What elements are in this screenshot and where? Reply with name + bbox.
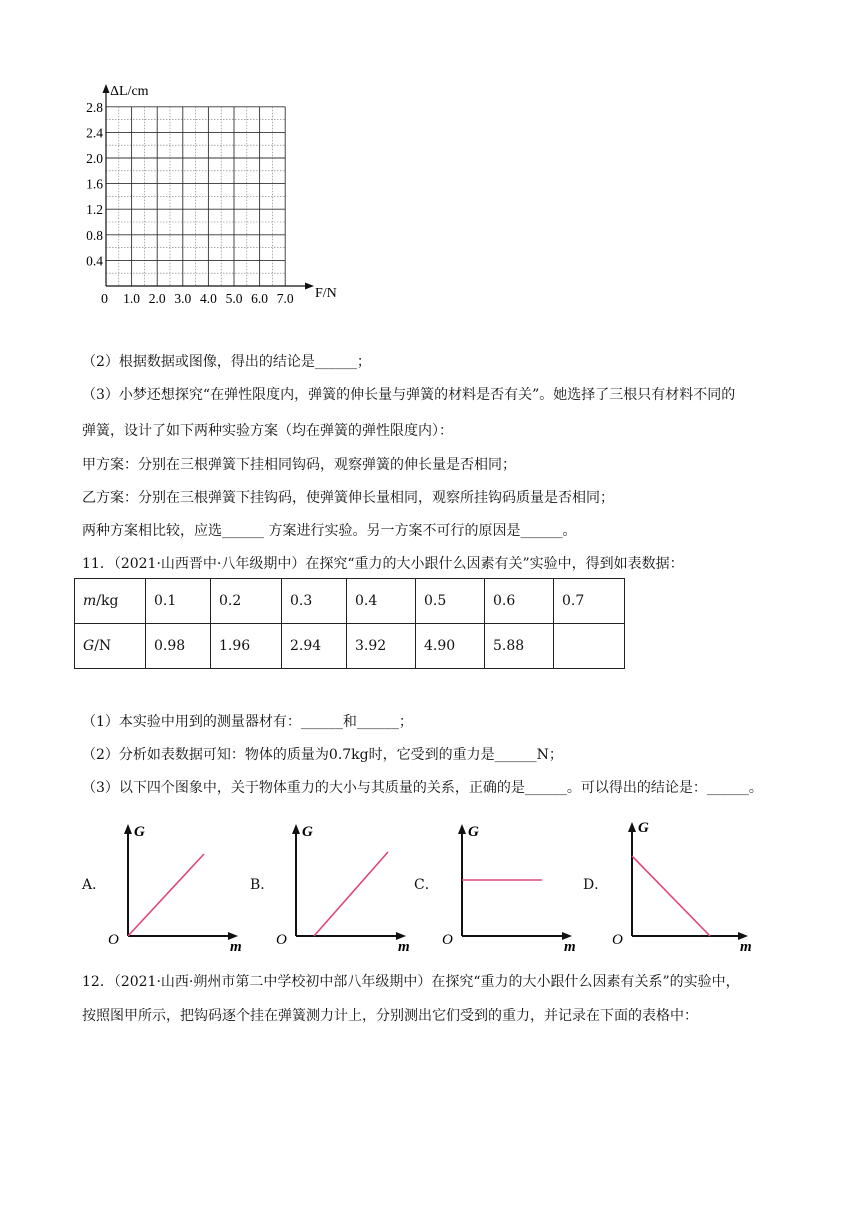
- table-row-weight: [75, 624, 625, 669]
- table-cell: 0.6: [485, 579, 554, 624]
- choice-c-label: C．: [414, 877, 439, 893]
- table-head-mass: m/kg: [75, 579, 146, 624]
- x-tick-label: 1.0: [123, 291, 141, 306]
- grid-lines: [106, 107, 285, 286]
- table-head-weight: G/N: [75, 624, 146, 669]
- stretch-force-grid: [80, 78, 360, 310]
- table-cell: 0.7: [554, 579, 625, 624]
- grid-svg: [80, 78, 360, 310]
- table-cell: 0.98: [146, 624, 211, 669]
- table-row-mass: [75, 579, 625, 624]
- x-tick-label: 4.0: [199, 291, 217, 306]
- x-tick-label: 6.0: [251, 291, 269, 306]
- table-cell: 0.3: [282, 579, 347, 624]
- graph-line: [128, 854, 204, 936]
- table-cell: 1.96: [211, 624, 282, 669]
- origin-label: O: [612, 932, 623, 948]
- axis-y-label: G: [134, 824, 145, 840]
- origin-label: O: [108, 932, 119, 948]
- axis-y-label: G: [638, 820, 649, 836]
- table-cell: 0.5: [416, 579, 485, 624]
- table-cell: 3.92: [347, 624, 416, 669]
- table-cell: 0.4: [347, 579, 416, 624]
- y-tick-label: 2.0: [86, 151, 103, 166]
- choice-a-graph: [108, 818, 248, 954]
- x-tick-label: 3.0: [174, 291, 192, 306]
- choice-b-graph: [276, 818, 416, 954]
- q10-part2: （2）根据数据或图像，得出的结论是______；: [82, 354, 371, 370]
- axis-x-label: m: [230, 939, 242, 954]
- origin-label: O: [276, 932, 287, 948]
- arrow-y: [292, 824, 300, 834]
- arrow-y: [124, 824, 132, 834]
- choice-c-graph: [442, 818, 582, 954]
- q10-compare: 两种方案相比较，应选______ 方案进行实验。另一方案不可行的原因是______。: [82, 523, 577, 539]
- table-cell: 0.1: [146, 579, 211, 624]
- q11-stem: 11．（2021·山西晋中·八年级期中）在探究“重力的大小跟什么因素有关”实验中，得到如表数据：: [82, 556, 684, 572]
- x-axis-label: F/N: [315, 286, 337, 301]
- q11-data-table: [74, 578, 625, 669]
- x-tick-labels: [123, 291, 294, 306]
- q10-part3-line1: （3）小梦还想探究“在弹性限度内，弹簧的伸长量与弹簧的材料是否有关”。她选择了三根只有材料不同的: [82, 387, 736, 403]
- q11-part1: （1）本实验中用到的测量器材有：______和______；: [82, 714, 413, 730]
- y-tick-label: 2.4: [86, 125, 103, 141]
- choice-b-label: B．: [250, 877, 275, 893]
- choice-d-label: D．: [583, 877, 609, 893]
- x-tick-label: 5.0: [225, 291, 243, 306]
- q12-stem-line1: 12．（2021·山西·朔州市第二中学校初中部八年级期中）在探究“重力的大小跟什么因素有关系”的实验中，: [82, 974, 740, 990]
- choice-d-graph: [612, 812, 760, 954]
- arrow-y: [458, 824, 466, 834]
- table-cell: 4.90: [416, 624, 485, 669]
- y-tick-label: 1.6: [86, 176, 103, 192]
- y-axis-arrow: [103, 84, 110, 93]
- y-tick-label: 1.2: [86, 202, 103, 218]
- axis-x-label: m: [398, 939, 410, 954]
- x-tick-label: 7.0: [276, 291, 294, 306]
- q11-part3: （3）以下四个图象中，关于物体重力的大小与其质量的关系，正确的是______。可以得出的结论是：______。: [82, 780, 763, 796]
- choice-a-label: A．: [82, 877, 107, 893]
- q11-part2: （2）分析如表数据可知：物体的质量为0.7kg时，它受到的重力是______N；: [82, 747, 563, 763]
- axis-y-label: G: [302, 824, 313, 840]
- arrow-y: [628, 822, 636, 832]
- y-tick-label: 0.4: [86, 253, 103, 269]
- q10-plan-a: 甲方案：分别在三根弹簧下挂相同钩码，观察弹簧的伸长量是否相同；: [82, 457, 516, 473]
- table-cell: 5.88: [485, 624, 554, 669]
- y-axis-label: ΔL/cm: [110, 84, 149, 99]
- origin-label: 0: [101, 292, 108, 307]
- axis-x-label: m: [564, 939, 576, 954]
- x-axis-arrow: [305, 283, 314, 290]
- graph-line: [314, 852, 388, 936]
- y-tick-label: 2.8: [86, 99, 103, 115]
- x-tick-label: 2.0: [148, 291, 166, 306]
- axis-y-label: G: [468, 824, 479, 840]
- table-cell: [554, 624, 625, 669]
- q10-part3-line2: 弹簧，设计了如下两种实验方案（均在弹簧的弹性限度内）：: [82, 423, 453, 439]
- q10-plan-b: 乙方案：分别在三根弹簧下挂钩码，使弹簧伸长量相同，观察所挂钩码质量是否相同；: [82, 490, 614, 506]
- q12-stem-line2: 按照图甲所示，把钩码逐个挂在弹簧测力计上，分别测出它们受到的重力，并记录在下面的表格中：: [82, 1008, 698, 1024]
- axis-x-label: m: [740, 939, 752, 954]
- graph-line: [632, 856, 710, 936]
- y-tick-label: 0.8: [86, 227, 103, 243]
- origin-label: O: [442, 932, 453, 948]
- y-tick-labels: [86, 100, 103, 269]
- table-cell: 2.94: [282, 624, 347, 669]
- table-cell: 0.2: [211, 579, 282, 624]
